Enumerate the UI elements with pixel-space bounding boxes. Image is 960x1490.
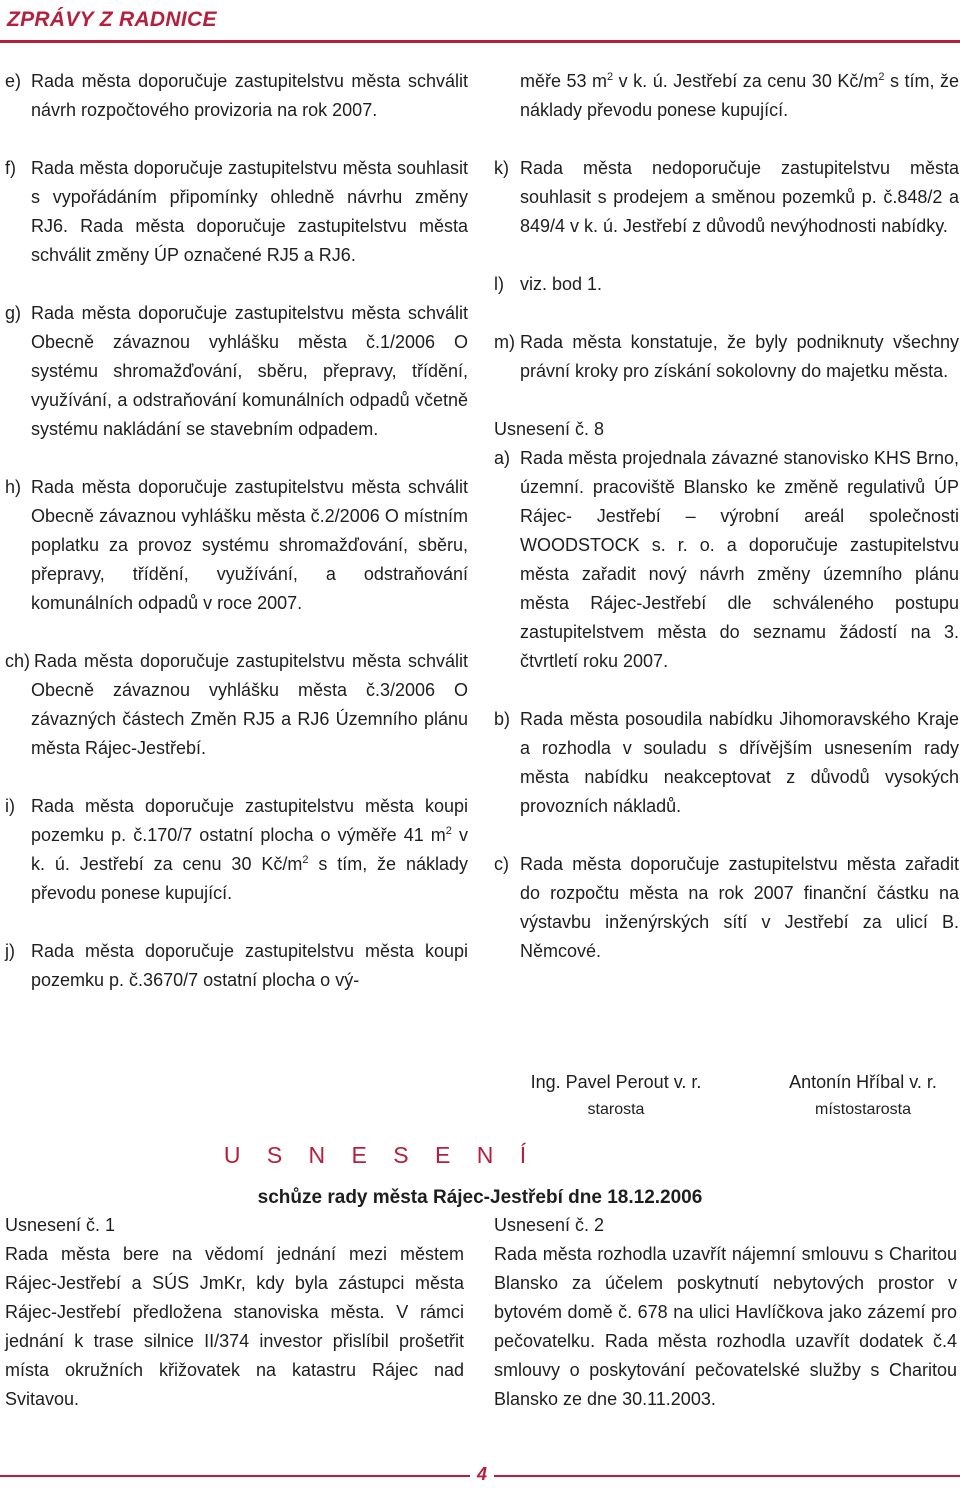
left-column — [5, 67, 468, 1024]
item-label: a) — [494, 448, 511, 468]
resolution-2 — [494, 1211, 957, 1414]
resolution-1 — [5, 1211, 464, 1414]
item-g — [5, 299, 468, 444]
item-label: h) — [5, 477, 22, 497]
item-j — [5, 937, 468, 995]
signature-name: Ing. Pavel Perout v. r. — [530, 1072, 702, 1092]
item-label: b) — [494, 709, 511, 729]
item-i — [5, 792, 468, 908]
resolution-text: Rada města bere na vědomí jednání mezi městem Rájec-Jestřebí a SÚS JmKr, kdy byla zástupci města Rájec-Jestřebí předložena stanoviska města. V rámci jednání k trase silnice II/374 investor přislíbil prošetřit místa okružních křižovatek na katastru Rájec nad Svitavou. — [5, 1244, 464, 1409]
superscript: 2 — [607, 71, 614, 83]
superscript: 2 — [878, 71, 885, 83]
header-rule — [0, 40, 960, 43]
signature-role: starosta — [587, 1101, 645, 1118]
item-f — [5, 154, 468, 270]
item-text: viz. bod 1. — [520, 274, 603, 294]
resolution-subtitle: schůze rady města Rájec-Jestřebí dne 18.12.2006 — [257, 1187, 703, 1208]
item-text: s tím, že náklady převodu ponese kupující. — [31, 854, 468, 903]
item-label: f) — [5, 158, 16, 178]
right-column — [494, 67, 959, 995]
item-text: v k. ú. Jestřebí za cenu 30 Kč/m — [613, 71, 879, 91]
superscript: 2 — [302, 854, 309, 866]
item-text: Rada města nedoporučuje zastupitelstvu města souhlasit s prodejem a směnou pozemků p. č.848/2 a 849/4 v k. ú. Jestřebí z důvodů nevýhodnosti nabídky. — [520, 158, 959, 236]
item-text: Rada města posoudila nabídku Jihomoravského Kraje a rozhodla v souladu s dřívějším usnesením rady města nabídku neakceptovat z důvodů vysokých provozních nákladů. — [520, 709, 959, 816]
item-text: Rada města doporučuje zastupitelstvu města schválit Obecně závaznou vyhlášku města č.2/2006 O místním poplatku za provoz systému shromažďování, sběru, přepravy, třídění, využívání, a odstraňování komunálních odpadů v roce 2007. — [31, 477, 468, 613]
superscript: 2 — [445, 825, 452, 837]
resolution-text: Rada města rozhodla uzavřít nájemní smlouvu s Charitou Blansko za účelem poskytnutí nebytových prostor v bytovém domě č. 678 na ulici Havlíčkova jako zázemí pro pečovatelku. Rada města rozhodla uzavřít dodatek č.4 smlouvy o poskytování pečovatelské služby s Charitou Blansko ze dne 30.11.2003. — [494, 1244, 957, 1409]
item-m — [494, 328, 959, 386]
item-8c — [494, 850, 959, 966]
item-j-continued — [494, 67, 959, 125]
resolution-heading: Usnesení č. 2 — [494, 1215, 605, 1235]
section-title: ZPRÁVY Z RADNICE — [7, 8, 217, 31]
item-text: Rada města doporučuje zastupitelstvu města koupi pozemku p. č.170/7 ostatní plocha o výměře 41 m — [31, 796, 468, 845]
signature-mayor — [496, 1068, 736, 1123]
item-text: v k. ú. Jestřebí za cenu 30 Kč/m — [31, 825, 468, 874]
usneseni-8-heading: Usnesení č. 8 — [494, 419, 605, 439]
resolution-title: U S N E S E N Í — [223, 1142, 537, 1168]
item-label: k) — [494, 158, 509, 178]
item-text: s tím, že náklady převodu ponese kupující. — [520, 71, 959, 120]
item-8b — [494, 705, 959, 821]
item-text: Rada města doporučuje zastupitelstvu města koupi pozemku p. č.3670/7 ostatní plocha o vý- — [31, 941, 468, 990]
item-label: j) — [5, 941, 15, 961]
item-text: Rada města doporučuje zastupitelstvu města zařadit do rozpočtu města na rok 2007 finanční částku na výstavbu inženýrských sítí v Jestřebí za ulicí B. Němcové. — [520, 854, 959, 961]
item-text: Rada města projednala závazné stanovisko KHS Brno, územní. pracoviště Blansko ke změně regulativů ÚP Rájec- Jestřebí – výrobní areál společnosti WOODSTOCK s. r. o. a doporučuje zastupitelstvu města zařadit nový návrh změny územního plánu města Rájec-Jestřebí dle schváleného postupu zastupitelstvem města do seznamu žádostí na 3. čtvrtletí roku 2007. — [520, 448, 959, 671]
page-number: 4 — [470, 1462, 494, 1486]
item-label: m) — [494, 332, 515, 352]
item-label: l) — [494, 274, 504, 294]
item-text: měře 53 m — [520, 71, 608, 91]
item-h — [5, 473, 468, 618]
item-l — [494, 270, 959, 299]
item-label: g) — [5, 303, 22, 323]
signature-role: místostarosta — [814, 1101, 912, 1118]
item-label: c) — [494, 854, 509, 874]
item-k — [494, 154, 959, 241]
item-8a — [494, 444, 959, 676]
item-text: Rada města doporučuje zastupitelstvu města schválit Obecně závaznou vyhlášku města č.1/2006 O systému shromažďování, sběru, přepravy, třídění, využívání, a odstraňování komunálních odpadů včetně systému nakládání se stavebním odpadem. — [31, 303, 468, 439]
item-ch — [5, 647, 468, 763]
signature-deputy — [766, 1068, 960, 1123]
item-text: Rada města doporučuje zastupitelstvu města schválit návrh rozpočtového provizoria na rok 2007. — [31, 71, 468, 120]
item-label: ch) — [5, 651, 31, 671]
signature-name: Antonín Hříbal v. r. — [789, 1072, 937, 1092]
item-label: e) — [5, 71, 22, 91]
item-e — [5, 67, 468, 125]
item-text: Rada města doporučuje zastupitelstvu města schválit Obecně závaznou vyhlášku města č.3/2006 O závazných částech Změn RJ5 a RJ6 Územního plánu města Rájec-Jestřebí. — [31, 651, 468, 758]
resolution-heading: Usnesení č. 1 — [5, 1215, 116, 1235]
item-label: i) — [5, 796, 15, 816]
item-text: Rada města doporučuje zastupitelstvu města souhlasit s vypořádáním připomínky ohledně návrhu změny RJ6. Rada města doporučuje zastupitelstvu města schválit změny ÚP označené RJ5 a RJ6. — [31, 158, 468, 265]
item-text: Rada města konstatuje, že byly podniknuty všechny právní kroky pro získání sokolovny do majetku města. — [520, 332, 959, 381]
